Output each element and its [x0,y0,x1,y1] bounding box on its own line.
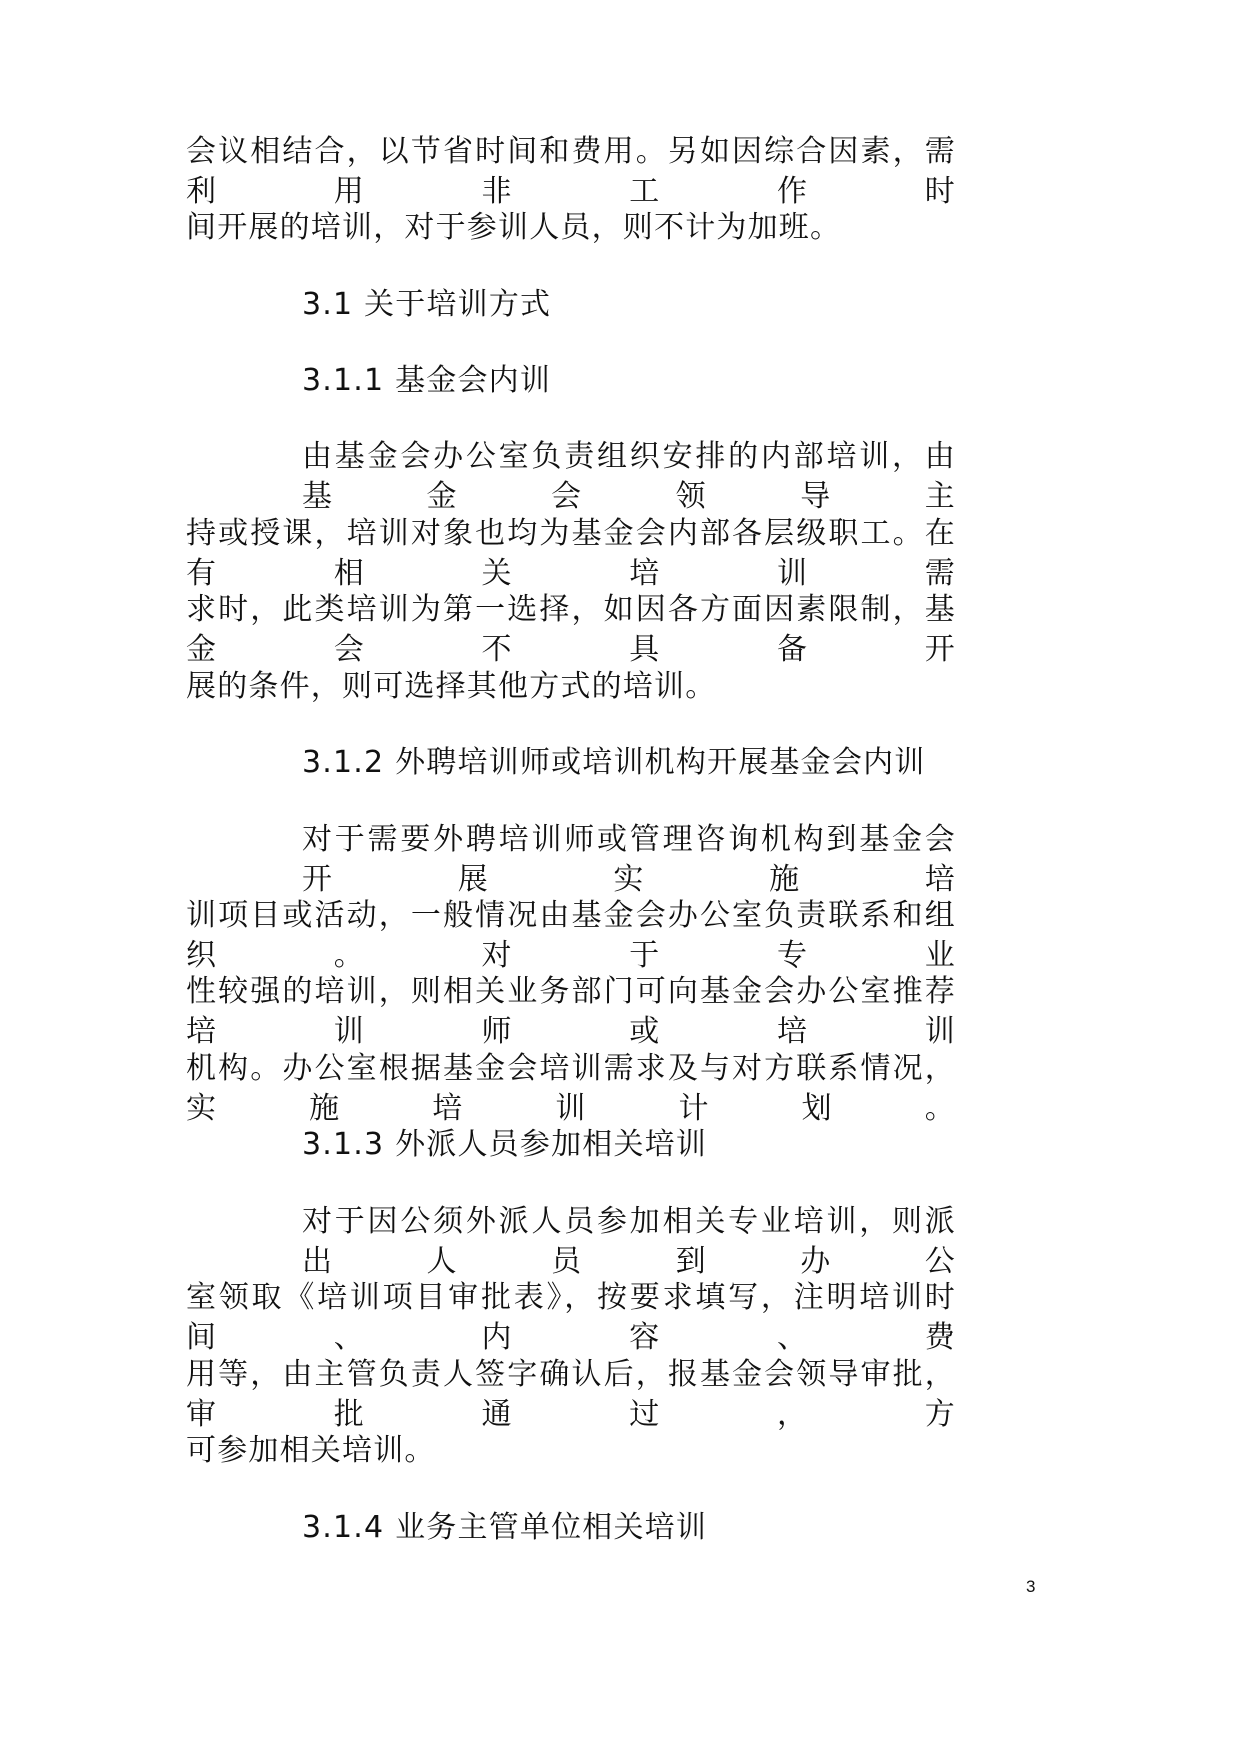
body-line: 求时，此类培训为第一选择，如因各方面因素限制，基金会不具备开 [186,592,956,667]
page-number: 3 [1026,1577,1036,1596]
body-line: 可参加相关培训。 [186,1433,436,1468]
subsection-heading: 3.1.2 外聘培训师或培训机构开展基金会内训 [302,745,926,780]
subsection-heading: 3.1.4 业务主管单位相关培训 [302,1510,708,1545]
subsection-heading: 3.1.1 基金会内训 [302,363,552,398]
body-line: 用等，由主管负责人签字确认后，报基金会领导审批，审批通过，方 [186,1357,956,1432]
body-line: 室领取《培训项目审批表》，按要求填写，注明培训时间、内容、费 [186,1280,956,1355]
body-line: 展的条件，则可选择其他方式的培训。 [186,669,717,704]
paragraph-first-line: 对于需要外聘培训师或管理咨询机构到基金会开展实施培 [302,822,956,897]
body-line: 会议相结合，以节省时间和费用。另如因综合因素，需利用非工作时 [186,134,956,209]
body-line: 持或授课，培训对象也均为基金会内部各层级职工。在有相关培训需 [186,516,956,591]
section-heading: 3.1 关于培训方式 [302,287,552,322]
body-line: 性较强的培训，则相关业务部门可向基金会办公室推荐培训师或培训 [186,974,956,1049]
body-line: 机构。办公室根据基金会培训需求及与对方联系情况，实施培训计划。 [186,1051,956,1126]
body-line: 训项目或活动，一般情况由基金会办公室负责联系和组织。对于专业 [186,898,956,973]
body-line: 间开展的培训，对于参训人员，则不计为加班。 [186,210,842,245]
subsection-heading: 3.1.3 外派人员参加相关培训 [302,1127,708,1162]
paragraph-first-line: 由基金会办公室负责组织安排的内部培训，由基金会领导主 [302,439,956,514]
paragraph-first-line: 对于因公须外派人员参加相关专业培训，则派出人员到办公 [302,1204,956,1279]
